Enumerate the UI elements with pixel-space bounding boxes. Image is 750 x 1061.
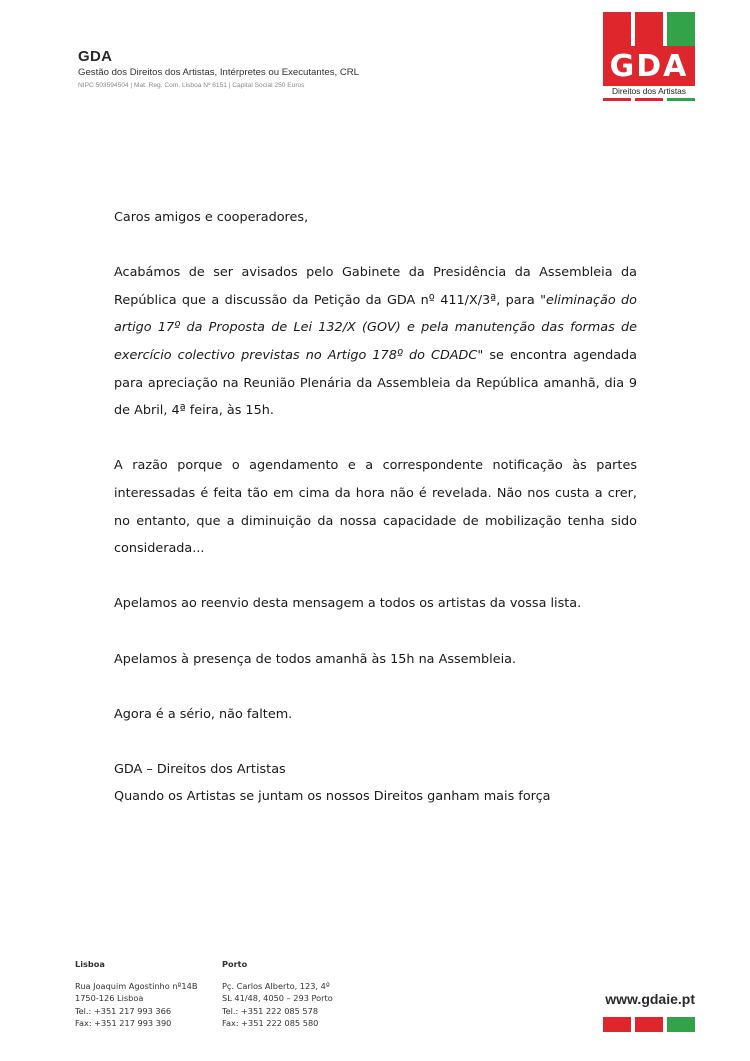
- footer-lisboa-postcode: 1750-126 Lisboa: [75, 993, 144, 1004]
- footer-porto: [222, 958, 333, 1029]
- logo-caption: Direitos dos Artistas: [603, 86, 695, 97]
- letter-paragraph-1: Acabámos de ser avisados pelo Gabinete da Presidência da Assembleia da República que a discussão da Petição da GDA nº 411/X/3ª, para "eliminação do artigo 17º da Proposta de Lei 132/X (GOV) e pela manutenção das formas de exercício colectivo previstas no Artigo 178º do CDADC" se encontra agendada para apreciação na Reunião Plenária da Assembleia da República amanhã, dia 9 de Abril, 4ª feira, às 15h.: [114, 265, 638, 419]
- footer-porto-title: Porto: [222, 959, 248, 969]
- footer-porto-fax: Fax: +351 222 085 580: [222, 1017, 319, 1028]
- footer-lisboa-fax: Fax: +351 217 993 390: [75, 1017, 172, 1028]
- gda-logo: [603, 12, 695, 100]
- letter-greeting: Caros amigos e cooperadores,: [114, 210, 309, 225]
- footer-lisboa: [75, 958, 197, 1029]
- footer-lisboa-tel: Tel.: +351 217 993 366: [75, 1005, 172, 1016]
- petition-title: eliminação do artigo 17º da Proposta de Lei 132/X (GOV) e pela manutenção das formas de exercício colectivo previstas no Artigo 178º do CDADC": [114, 292, 637, 363]
- org-short-name: GDA: [78, 48, 113, 65]
- footer-porto-postcode: SL 41/48, 4050 – 293 Porto: [222, 993, 333, 1004]
- logo-mark: GDA: [603, 46, 695, 86]
- signature-line-2: Quando os Artistas se juntam os nossos Direitos ganham mais força: [114, 789, 551, 805]
- logo-bottom-strip: [603, 98, 695, 101]
- letter-paragraph-2: A razão porque o agendamento e a correspondente notificação às partes interessadas é feita tão em cima da hora não é revelada. Não nos custa a crer, no entanto, que a diminuição da nossa capacidade de mobilização tenha sido considerada...: [114, 458, 637, 557]
- logo-top-squares: [603, 12, 695, 46]
- letter-body: [114, 204, 637, 811]
- footer-porto-tel: Tel.: +351 222 085 578: [222, 1005, 319, 1016]
- website-link[interactable]: www.gdaie.pt: [605, 991, 695, 1007]
- org-registration: NIPC 503594504 | Mat. Reg. Com. Lisboa Nº 6151 | Capital Social 250 Euros: [78, 82, 305, 89]
- signature-line-1: GDA – Direitos dos Artistas: [114, 761, 286, 777]
- letter-paragraph-5: Agora é a sério, não faltem.: [114, 706, 293, 722]
- letter-paragraph-3: Apelamos ao reenvio desta mensagem a todos os artistas da vossa lista.: [114, 596, 582, 612]
- footer-porto-address: Pç. Carlos Alberto, 123, 4º: [222, 981, 330, 992]
- footer-lisboa-address: Rua Joaquim Agostinho nº14B: [75, 981, 198, 992]
- footer-color-strip: [603, 1017, 695, 1032]
- org-full-name: Gestão dos Direitos dos Artistas, Intérpretes ou Executantes, CRL: [78, 67, 360, 78]
- footer-lisboa-title: Lisboa: [75, 959, 105, 969]
- letter-paragraph-4: Apelamos à presença de todos amanhã às 15h na Assembleia.: [114, 651, 517, 667]
